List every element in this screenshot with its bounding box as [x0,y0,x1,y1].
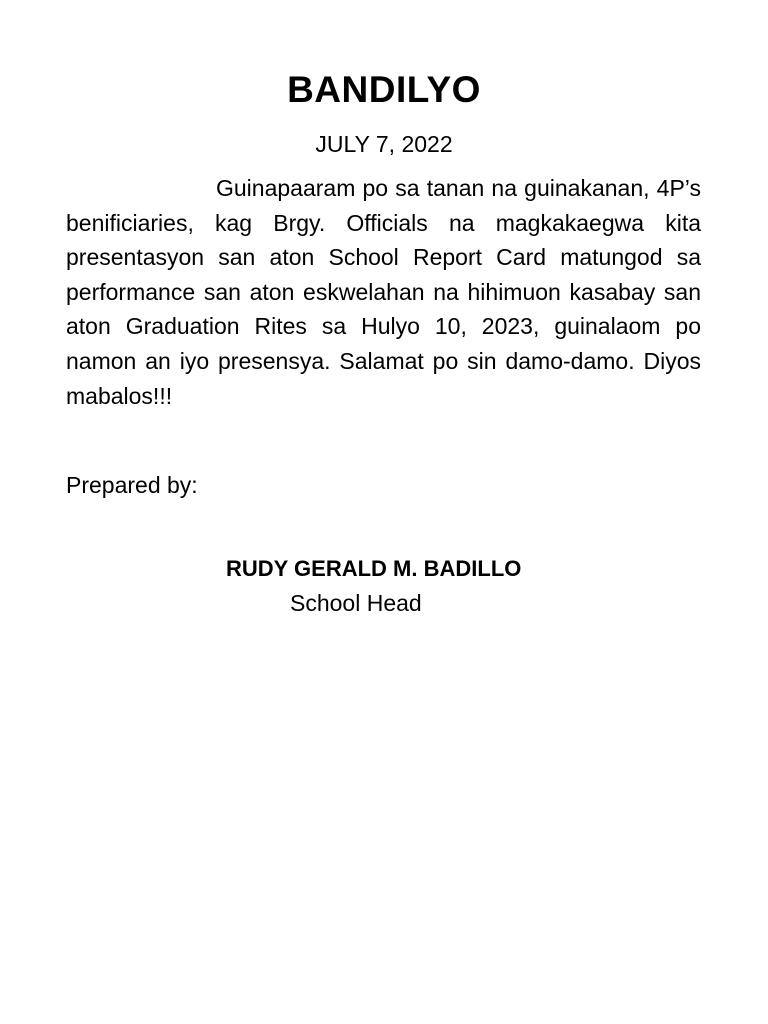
document-date: JULY 7, 2022 [315,131,453,157]
prepared-by-label: Prepared by: [66,472,198,498]
signatory-position: School Head [290,590,422,616]
signatory-name: RUDY GERALD M. BADILLO [226,556,522,581]
announcement-body: Guinapaaram po sa tanan na guinakanan, 4P’s benificiaries, kag Brgy. Officials na magkakaegwa kita presentasyon san aton School Report Card matungod sa performance san aton eskwelahan na hihimuon kasabay san aton Graduation Rites sa Hulyo 10, 2023, guinalaom po namon an iyo presensya. Salamat po sin damo-damo. Diyos mabalos!!! [66,175,701,409]
document-title: BANDILYO [287,69,481,110]
